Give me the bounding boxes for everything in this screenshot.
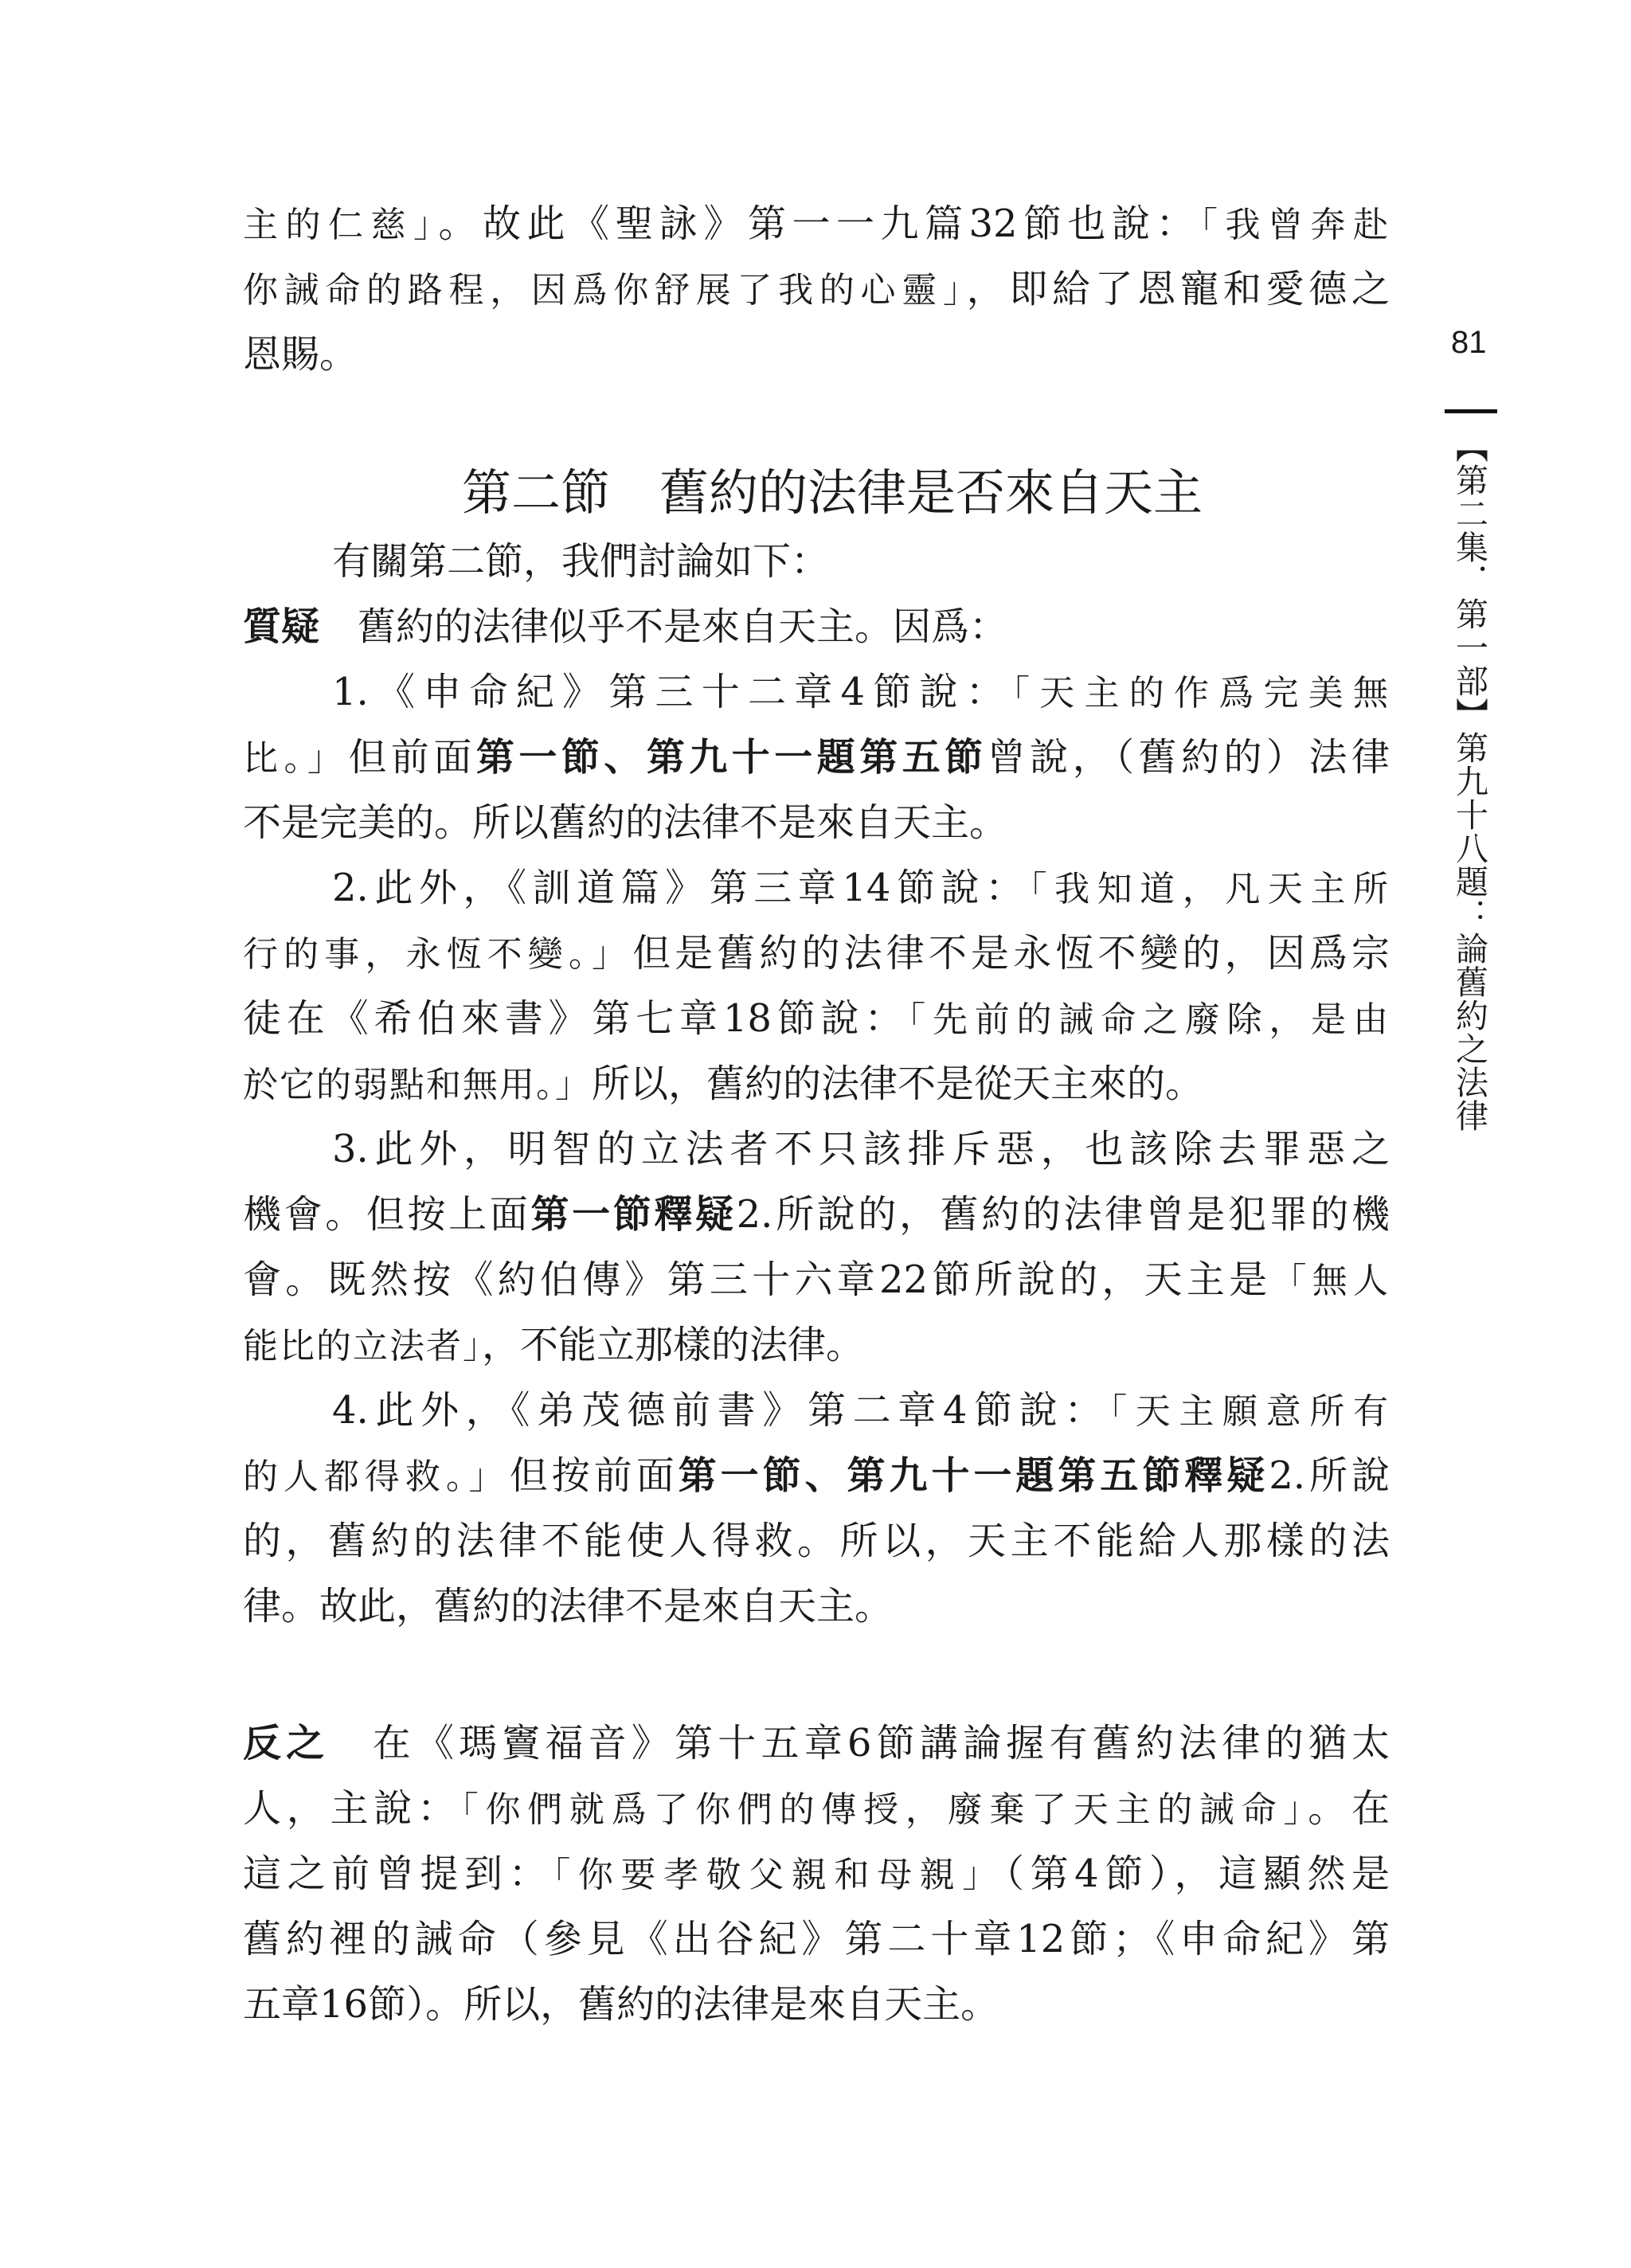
text-line bbox=[243, 1776, 1390, 1841]
text-run: 舊約的法律似乎不是來自天主。因爲： bbox=[319, 604, 1008, 649]
page-number: 81 bbox=[1451, 325, 1487, 360]
text-run: 第二節 舊約的法律是否來自天主 bbox=[461, 463, 1203, 522]
scripture-quote: 的人都得救。」 bbox=[243, 1457, 510, 1497]
text-line bbox=[243, 1574, 1390, 1639]
scripture-quote: 於它的弱點和無用。」 bbox=[243, 1065, 592, 1105]
text-line bbox=[243, 1051, 1390, 1116]
text-run: ，即給了恩寵和愛德之 bbox=[966, 267, 1390, 311]
text-run: 但前面 bbox=[348, 735, 476, 780]
text-line bbox=[243, 529, 1390, 594]
text-line bbox=[243, 921, 1390, 986]
text-run: 的，舊約的法律不能使人得救。所以，天主不能給人那樣的法 bbox=[243, 1519, 1390, 1563]
scripture-quote: 「我曾奔赴 bbox=[1200, 205, 1390, 245]
scripture-quote: 「你們就爲了你們的傳授，廢棄了天主的誡命」 bbox=[460, 1789, 1308, 1830]
text-run: （第4節），這顯然是 bbox=[1004, 1852, 1390, 1896]
section-heading bbox=[243, 457, 1390, 529]
text-line bbox=[243, 1312, 1390, 1378]
text-line bbox=[243, 1711, 1390, 1776]
text-run: 2.所說的，舊約的法律曾是犯罪的機 bbox=[736, 1192, 1390, 1237]
text-run: 曾說，（舊約的）法律 bbox=[987, 735, 1390, 780]
text-line bbox=[243, 855, 1390, 921]
text-line bbox=[243, 1906, 1390, 1972]
bold-reference: 第一節、第九十一題第五節 bbox=[475, 735, 988, 780]
text-run: 有關第二節，我們討論如下： bbox=[332, 539, 830, 584]
text-run: 2.此外，《訓道篇》第三章14節說： bbox=[332, 866, 1030, 910]
text-run: 在《瑪竇福音》第十五章6節講論握有舊約法律的猶太 bbox=[329, 1721, 1390, 1766]
scripture-quote: 「我知道，凡天主所 bbox=[1029, 869, 1390, 909]
text-line bbox=[243, 191, 1390, 256]
text-line bbox=[243, 322, 1390, 387]
text-run: 不是完美的。所以舊約的法律不是來自天主。 bbox=[243, 800, 1008, 845]
text-run: 2.所說 bbox=[1269, 1453, 1390, 1498]
text-line bbox=[243, 790, 1390, 855]
bold-reference: 第一節釋疑 bbox=[530, 1192, 737, 1237]
scripture-quote: 能比的立法者」 bbox=[243, 1326, 482, 1367]
bold-reference: 質疑 bbox=[243, 604, 320, 649]
text-run: 。故此《聖詠》第一一九篇32節也說： bbox=[438, 201, 1201, 246]
text-run: ，不能立那樣的法律。 bbox=[482, 1323, 865, 1367]
bold-reference: 反之 bbox=[243, 1721, 330, 1766]
text-run: 機會。但按上面 bbox=[243, 1192, 531, 1237]
text-run: 這之前曾提到： bbox=[243, 1852, 553, 1896]
text-run: 舊約裡的誡命（參見《出谷紀》第二十章12節；《申命紀》第 bbox=[243, 1917, 1390, 1961]
scripture-quote: 「你要孝敬父親和母親」 bbox=[553, 1855, 1005, 1895]
scripture-quote: 「天主願意所有 bbox=[1109, 1391, 1390, 1432]
text-line bbox=[243, 1972, 1390, 2037]
text-run: 五章16節）。所以，舊約的法律是來自天主。 bbox=[243, 1982, 999, 2027]
text-run: 4.此外，《弟茂德前書》第二章4節說： bbox=[332, 1388, 1110, 1433]
text-line bbox=[243, 1443, 1390, 1508]
text-line bbox=[243, 1182, 1390, 1247]
scripture-quote: 主的仁慈」 bbox=[243, 205, 439, 245]
running-head-rule bbox=[1445, 409, 1497, 413]
text-run: 律。故此，舊約的法律不是來自天主。 bbox=[243, 1584, 894, 1629]
text-run: 徒在《希伯來書》第七章18節說： bbox=[243, 996, 909, 1041]
body-text bbox=[243, 191, 1390, 2037]
text-run: 。在 bbox=[1308, 1786, 1390, 1831]
scripture-quote: 「先前的誡命之廢除，是由 bbox=[908, 999, 1390, 1040]
scripture-quote: 「無人 bbox=[1271, 1261, 1390, 1301]
text-run: 所以，舊約的法律不是從天主來的。 bbox=[592, 1062, 1204, 1106]
text-line bbox=[243, 659, 1390, 725]
text-run: 3.此外，明智的立法者不只該排斥惡，也該除去罪惡之 bbox=[332, 1127, 1390, 1171]
text-run: 1.《申命紀》第三十二章4節說： bbox=[332, 670, 1013, 714]
text-line bbox=[243, 725, 1390, 790]
text-line bbox=[243, 1841, 1390, 1906]
text-line bbox=[243, 986, 1390, 1051]
text-run: 人，主說： bbox=[243, 1786, 461, 1831]
running-head: 【第二集．第一部】第九十八題：論舊約之法律 bbox=[1450, 430, 1488, 1132]
text-line bbox=[243, 256, 1390, 322]
scripture-quote: 比。」 bbox=[243, 738, 349, 779]
text-line bbox=[243, 1247, 1390, 1312]
text-line bbox=[243, 1508, 1390, 1574]
scripture-quote: 你誡命的路程，因爲你舒展了我的心靈」 bbox=[243, 270, 967, 311]
text-run: 但按前面 bbox=[509, 1453, 679, 1498]
text-line bbox=[243, 594, 1390, 659]
bold-reference: 第一節、第九十一題第五節釋疑 bbox=[678, 1453, 1269, 1498]
text-line bbox=[243, 1116, 1390, 1182]
text-run: 但是舊約的法律不是永恆不變的，因爲宗 bbox=[632, 931, 1390, 976]
scripture-quote: 行的事，永恆不變。」 bbox=[243, 934, 633, 975]
text-line bbox=[243, 1378, 1390, 1443]
text-run: 會。既然按《約伯傳》第三十六章22節所說的，天主是 bbox=[243, 1257, 1272, 1302]
text-run: 恩賜。 bbox=[243, 332, 358, 377]
scripture-quote: 「天主的作爲完美無 bbox=[1012, 673, 1390, 714]
